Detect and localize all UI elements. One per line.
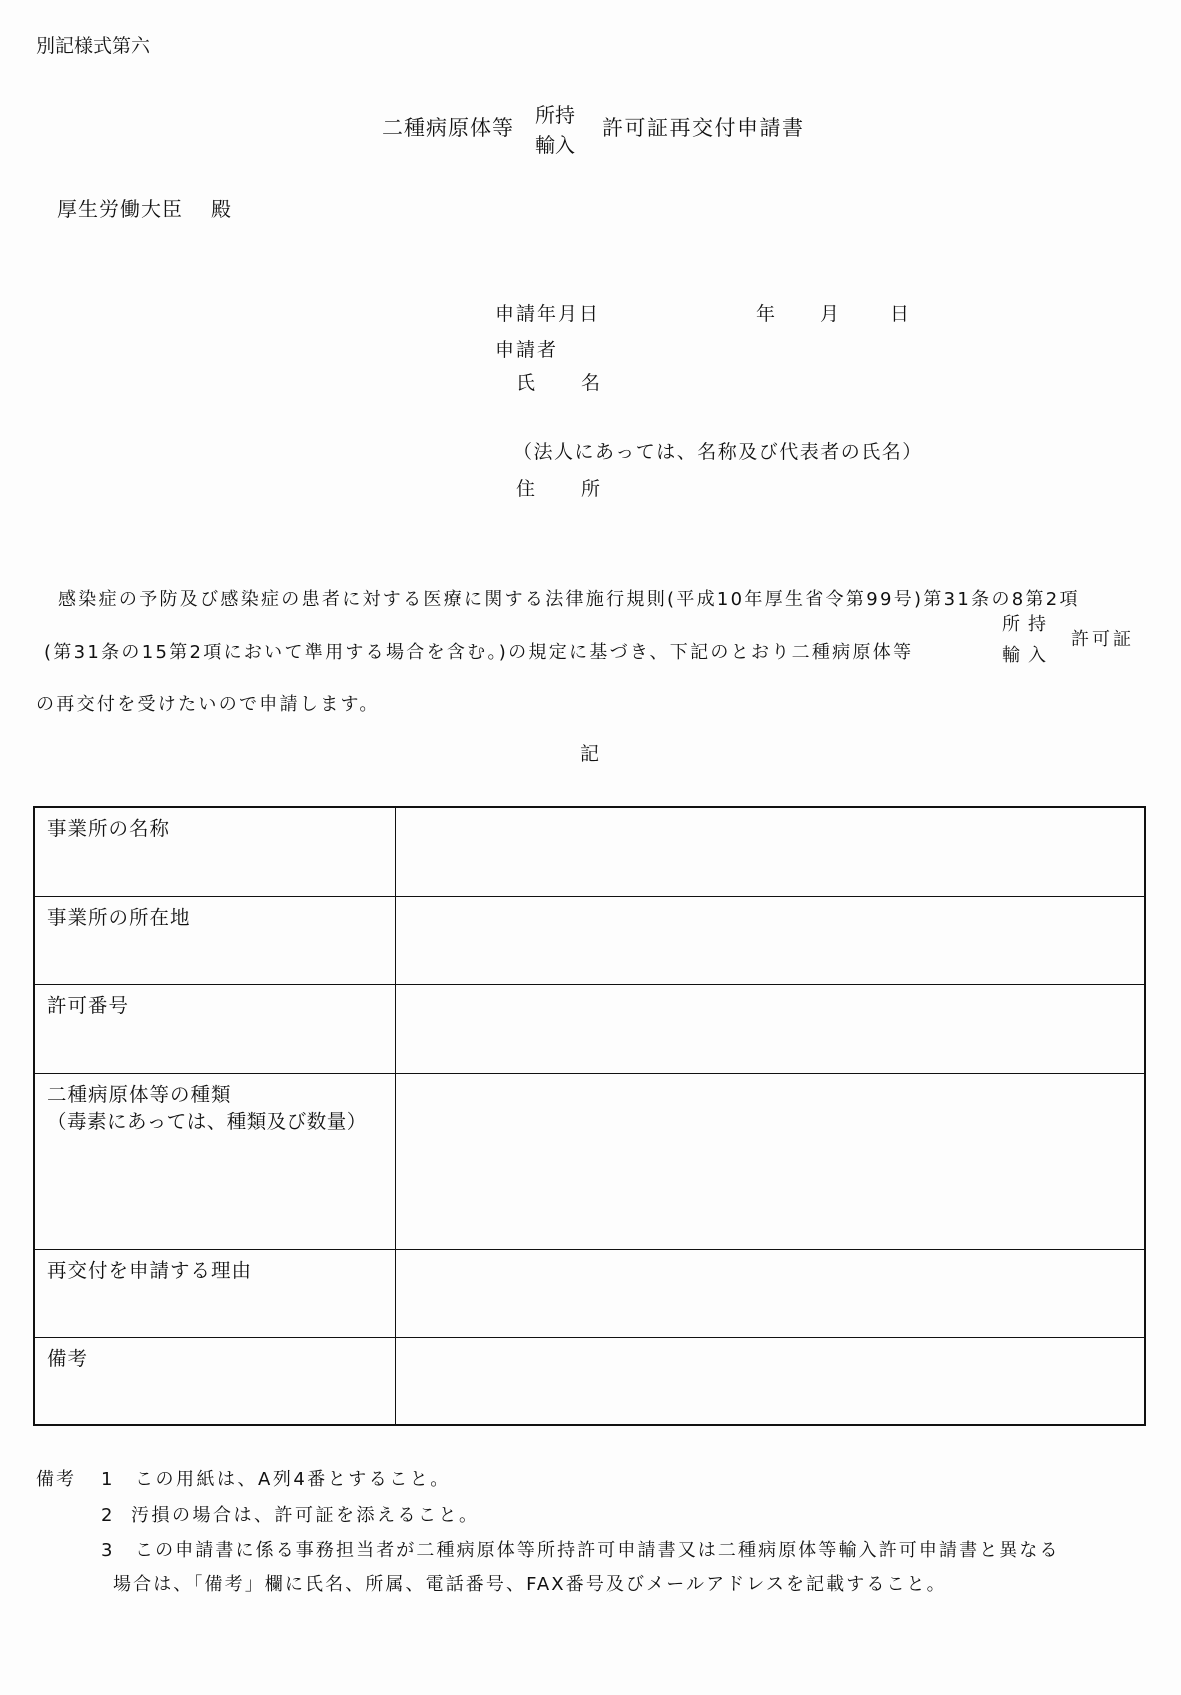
field-value-remarks[interactable] (396, 1337, 1146, 1425)
field-label-remarks: 備考 (34, 1337, 396, 1425)
address-label-first: 住 (516, 478, 536, 500)
note-number: 1 (101, 1469, 113, 1490)
statement-option-import: 輸 入 (1002, 645, 1046, 666)
date-day-label: 日 (890, 303, 910, 325)
field-label-office-name: 事業所の名称 (34, 807, 396, 896)
ki-heading: 記 (580, 743, 600, 765)
note-number: 3 (101, 1540, 113, 1561)
table-row (34, 1337, 1145, 1425)
table-row (34, 896, 1145, 984)
addressee-honorific: 殿 (211, 197, 231, 221)
statement-line-2: (第31条の15第2項において準用する場合を含む。)の規定に基づき、下記のとおり二種病原体等 (44, 642, 914, 663)
date-year-label: 年 (756, 303, 776, 325)
field-label-reissue-reason: 再交付を申請する理由 (34, 1249, 396, 1337)
table-row (34, 807, 1145, 896)
note-text-continuation: 場合は、「備考」欄に氏名、所属、電話番号、FAX番号及びメールアドレスを記載すること。 (113, 1574, 947, 1595)
field-value-office-name[interactable] (396, 807, 1146, 896)
applicant-label: 申請者 (495, 339, 559, 361)
field-value-permit-number[interactable] (396, 984, 1146, 1073)
table-row (34, 984, 1145, 1073)
corporate-note: （法人にあっては、名称及び代表者の氏名） (513, 441, 923, 463)
application-form-table (33, 806, 1146, 1426)
statement-line-2-suffix: 許可証 (1071, 629, 1134, 650)
field-label-office-address: 事業所の所在地 (34, 896, 396, 984)
title-options (535, 105, 575, 155)
note-number: 2 (101, 1505, 113, 1526)
title-option-possession: 所持 (535, 103, 575, 127)
field-label-pathogen-type: 二種病原体等の種類 （毒素にあっては、種類及び数量） (34, 1073, 396, 1249)
title-suffix: 許可証再交付申請書 (602, 116, 805, 140)
statement-option-possession: 所 持 (1002, 614, 1046, 635)
note-text: この用紙は、A列4番とすること。 (135, 1469, 451, 1490)
table-row (34, 1249, 1145, 1337)
note-text: この申請書に係る事務担当者が二種病原体等所持許可申請書又は二種病原体等輸入許可申請書と異なる (135, 1540, 1060, 1561)
name-label-second: 名 (581, 372, 601, 394)
note-text: 汚損の場合は、許可証を添えること。 (131, 1505, 480, 1526)
title-prefix: 二種病原体等 (382, 116, 514, 140)
addressee-name: 厚生労働大臣 (57, 197, 183, 221)
title-option-import: 輸入 (535, 133, 575, 157)
table-row (34, 1073, 1145, 1249)
statement-line-1: 感染症の予防及び感染症の患者に対する医療に関する法律施行規則(平成10年厚生省令第99号)第31条の8第2項 (58, 589, 1080, 610)
date-month-label: 月 (820, 303, 840, 325)
field-value-reissue-reason[interactable] (396, 1249, 1146, 1337)
field-label-permit-number: 許可番号 (34, 984, 396, 1073)
form-number: 別記様式第六 (36, 35, 151, 57)
field-value-office-address[interactable] (396, 896, 1146, 984)
field-value-pathogen-type[interactable] (396, 1073, 1146, 1249)
notes-heading: 備考 (36, 1469, 76, 1490)
application-date-label: 申請年月日 (495, 303, 601, 325)
address-label-second: 所 (581, 478, 601, 500)
statement-line-3: の再交付を受けたいので申請します。 (36, 694, 380, 715)
name-label-first: 氏 (516, 372, 536, 394)
